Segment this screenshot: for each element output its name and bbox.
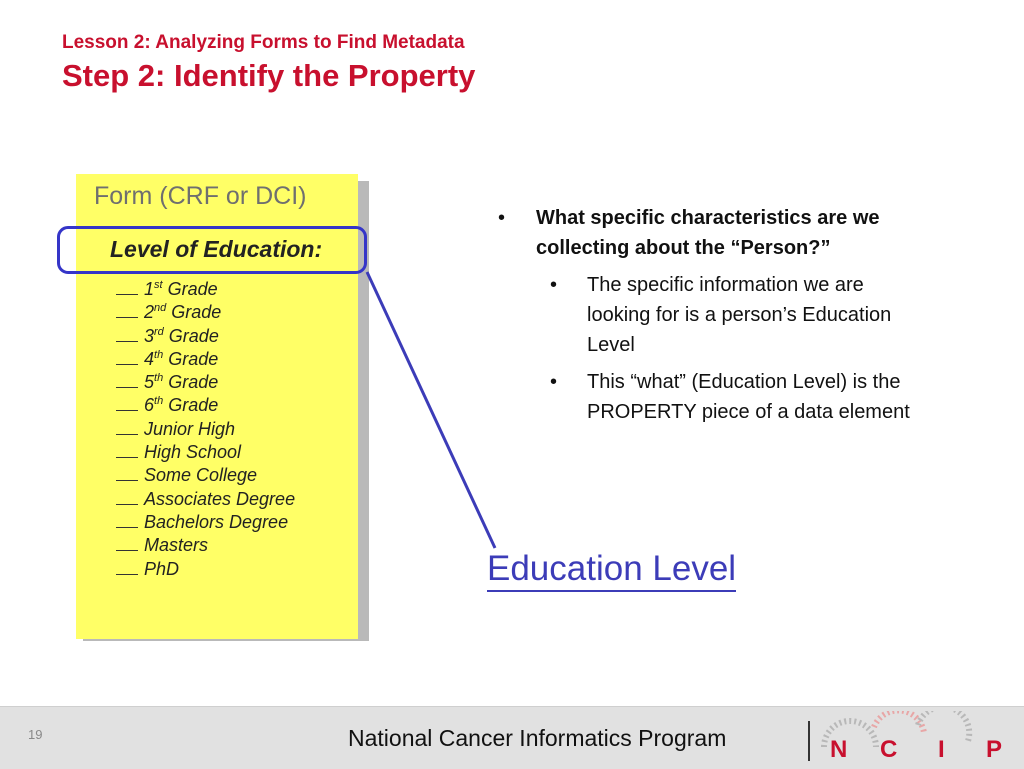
option-ordinal-suffix: rd	[154, 325, 164, 338]
logo-letter-c: C	[880, 736, 898, 763]
option-text: Masters	[144, 535, 209, 556]
option-text: Grade	[166, 302, 222, 323]
logo-letter-i: I	[938, 736, 945, 763]
option-ordinal-suffix: th	[154, 348, 164, 361]
bullet-sub-1-text: The specific information we are looking for is a person’s Education Level	[587, 274, 892, 356]
ncip-logo-icon	[818, 711, 1018, 767]
form-title: Form (CRF or DCI)	[94, 182, 307, 210]
option-number: 1	[144, 279, 155, 299]
option-ordinal-suffix: th	[154, 395, 164, 408]
option-text: Grade	[163, 395, 219, 416]
option-number: 6	[144, 395, 155, 416]
option-ordinal-suffix: nd	[154, 302, 167, 315]
logo-letter-n: N	[830, 736, 848, 763]
form-field-label: Level of Education:	[110, 236, 323, 262]
option-text: Junior High	[144, 418, 236, 439]
option-ordinal-suffix: st	[154, 279, 163, 291]
option-number: 3	[144, 325, 155, 346]
footer-separator	[808, 721, 810, 761]
footer	[0, 706, 1024, 769]
bullet-sub-2	[550, 367, 929, 427]
option-text: Bachelors Degree	[144, 511, 289, 532]
option-number: 2	[144, 302, 155, 323]
option-number: 5	[144, 372, 155, 393]
bullet-sub-1	[550, 270, 929, 360]
org-name: National Cancer Informatics Program	[348, 725, 727, 751]
bullet-dot: •	[498, 207, 506, 229]
education-level-label: Education Level	[487, 548, 736, 592]
option-text: Grade	[162, 279, 218, 299]
connector-line-path	[367, 272, 495, 548]
bullet-main-text: What specific characteristics are we collecting about the “Person?”	[536, 207, 880, 259]
option-text: Grade	[163, 325, 219, 346]
option-text: Some College	[144, 465, 258, 486]
bullet-main	[498, 203, 888, 263]
bullet-sub-2-text: This “what” (Education Level) is the PROPERTY piece of a data element	[587, 371, 910, 423]
bullet-dot: •	[550, 274, 558, 296]
option-text: Grade	[163, 372, 219, 393]
bullet-list	[498, 203, 938, 427]
option-number: 4	[144, 348, 155, 369]
option-text: High School	[144, 442, 242, 463]
option-ordinal-suffix: th	[154, 372, 164, 385]
option-text: PhD	[144, 558, 180, 579]
slide-title: Step 2: Identify the Property	[62, 58, 476, 93]
page-number: 19	[28, 727, 43, 742]
logo-letter-p: P	[986, 736, 1003, 763]
option-text: Associates Degree	[144, 488, 296, 509]
option-text: Grade	[163, 348, 219, 369]
lesson-subtitle: Lesson 2: Analyzing Forms to Find Metadata	[62, 32, 465, 53]
bullet-dot: •	[550, 371, 558, 393]
